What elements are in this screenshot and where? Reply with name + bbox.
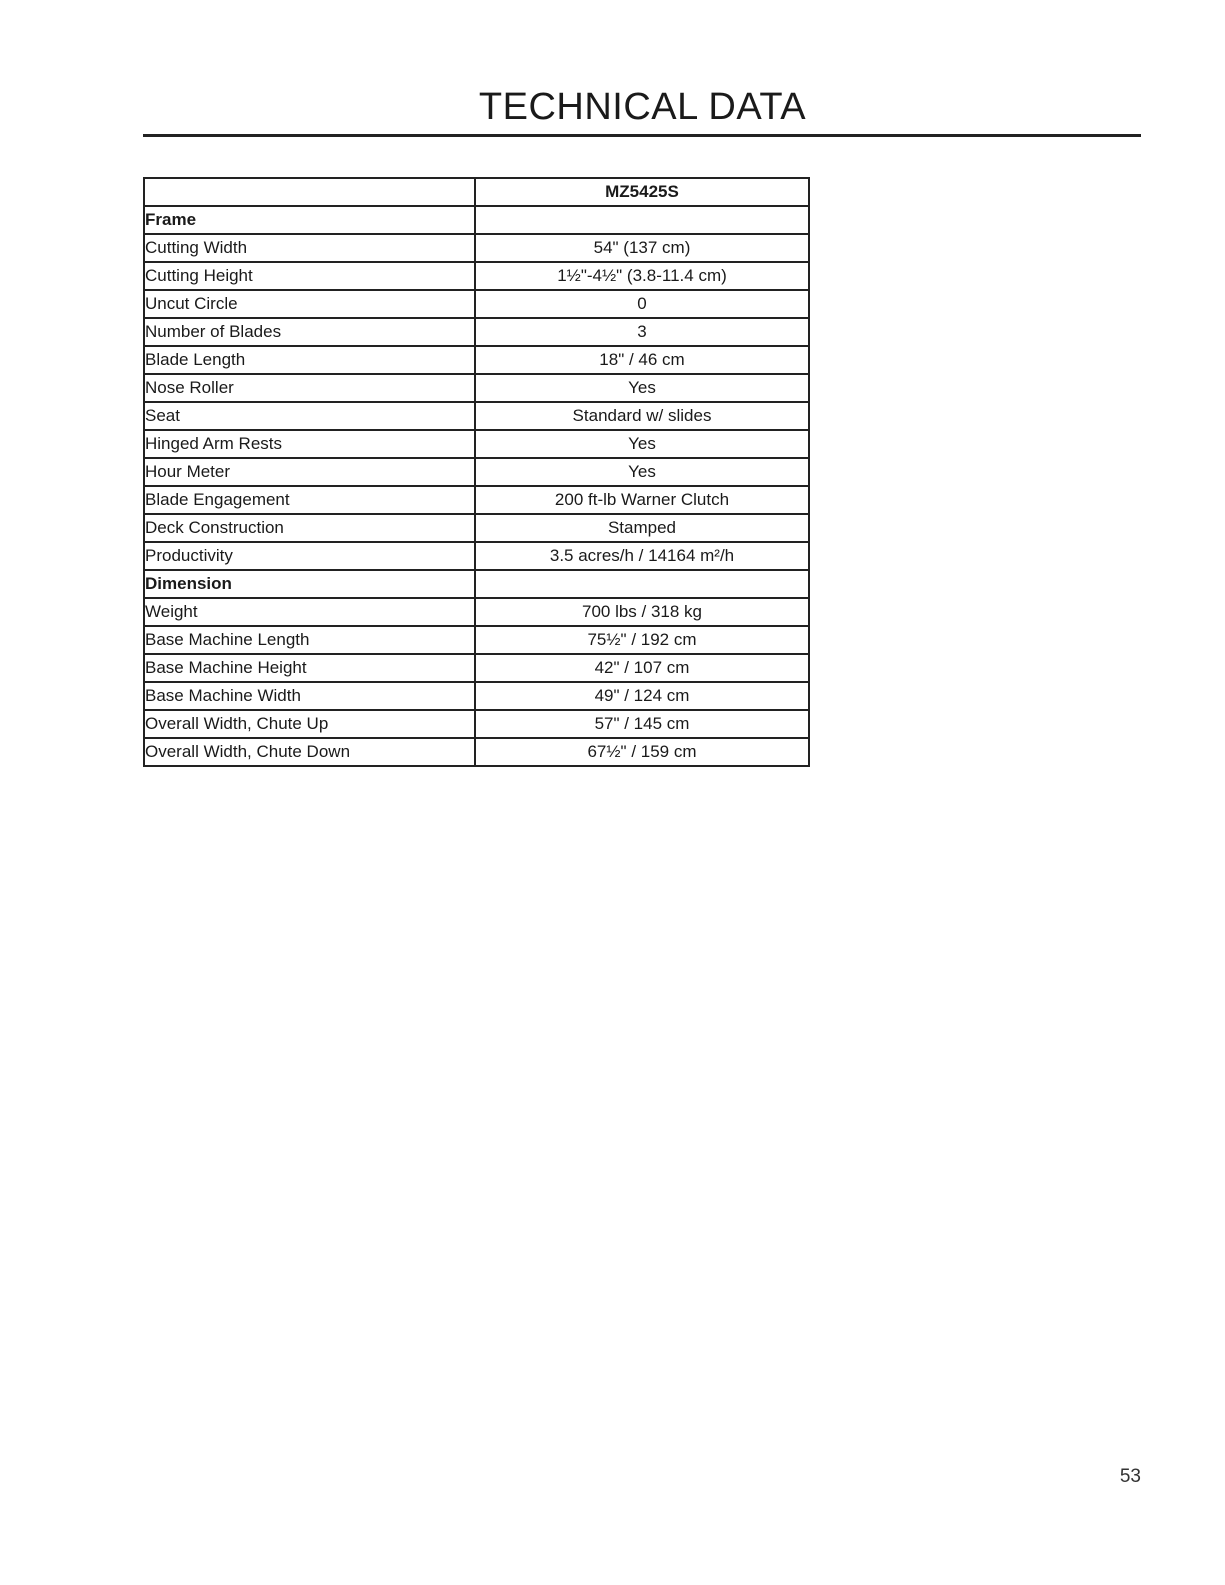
spec-label: Base Machine Length [144, 626, 475, 654]
spec-value: 75½" / 192 cm [475, 626, 809, 654]
table-body [144, 178, 809, 766]
table-row [144, 318, 809, 346]
spec-value: 18" / 46 cm [475, 346, 809, 374]
table-row [144, 682, 809, 710]
spec-label: Productivity [144, 542, 475, 570]
table-row [144, 710, 809, 738]
spec-label: Cutting Width [144, 234, 475, 262]
spec-label: Seat [144, 402, 475, 430]
table-row [144, 486, 809, 514]
spec-label: Hour Meter [144, 458, 475, 486]
spec-value: 54" (137 cm) [475, 234, 809, 262]
spec-label: Overall Width, Chute Down [144, 738, 475, 766]
page-title: TECHNICAL DATA [478, 86, 807, 128]
table-row [144, 514, 809, 542]
spec-value: 67½" / 159 cm [475, 738, 809, 766]
spec-label: Hinged Arm Rests [144, 430, 475, 458]
spec-value: 0 [475, 290, 809, 318]
spec-label: Cutting Height [144, 262, 475, 290]
section-label: Dimension [144, 570, 475, 598]
table-row [144, 234, 809, 262]
table-row [144, 262, 809, 290]
technical-data-table [143, 177, 810, 767]
spec-label: Base Machine Height [144, 654, 475, 682]
spec-value: Stamped [475, 514, 809, 542]
section-label: Frame [144, 206, 475, 234]
spec-label: Blade Length [144, 346, 475, 374]
spec-label: Blade Engagement [144, 486, 475, 514]
table-row [144, 654, 809, 682]
table-row [144, 626, 809, 654]
table-row [144, 402, 809, 430]
spec-label: Overall Width, Chute Up [144, 710, 475, 738]
spec-value: 3.5 acres/h / 14164 m²/h [475, 542, 809, 570]
title-divider [143, 134, 1141, 137]
spec-value: 1½"-4½" (3.8-11.4 cm) [475, 262, 809, 290]
table-row [144, 374, 809, 402]
section-row [144, 206, 809, 234]
spec-value: Yes [475, 430, 809, 458]
spec-label: Number of Blades [144, 318, 475, 346]
table-row [144, 598, 809, 626]
spec-value: 42" / 107 cm [475, 654, 809, 682]
table-row [144, 290, 809, 318]
table-row [144, 430, 809, 458]
spec-value: 200 ft-lb Warner Clutch [475, 486, 809, 514]
table-header-row [144, 178, 809, 206]
table-row [144, 346, 809, 374]
spec-label: Deck Construction [144, 514, 475, 542]
table-row [144, 738, 809, 766]
header-label-cell [144, 178, 475, 206]
spec-label: Base Machine Width [144, 682, 475, 710]
table-row [144, 458, 809, 486]
spec-label: Nose Roller [144, 374, 475, 402]
spec-value: Yes [475, 458, 809, 486]
spec-label: Weight [144, 598, 475, 626]
spec-value: 3 [475, 318, 809, 346]
spec-value: 57" / 145 cm [475, 710, 809, 738]
section-value-cell [475, 570, 809, 598]
section-value-cell [475, 206, 809, 234]
spec-label: Uncut Circle [144, 290, 475, 318]
spec-value: 700 lbs / 318 kg [475, 598, 809, 626]
spec-value: Standard w/ slides [475, 402, 809, 430]
model-header: MZ5425S [475, 178, 809, 206]
spec-value: 49" / 124 cm [475, 682, 809, 710]
table-row [144, 542, 809, 570]
section-row [144, 570, 809, 598]
spec-value: Yes [475, 374, 809, 402]
page-number: 53 [1119, 1466, 1141, 1487]
